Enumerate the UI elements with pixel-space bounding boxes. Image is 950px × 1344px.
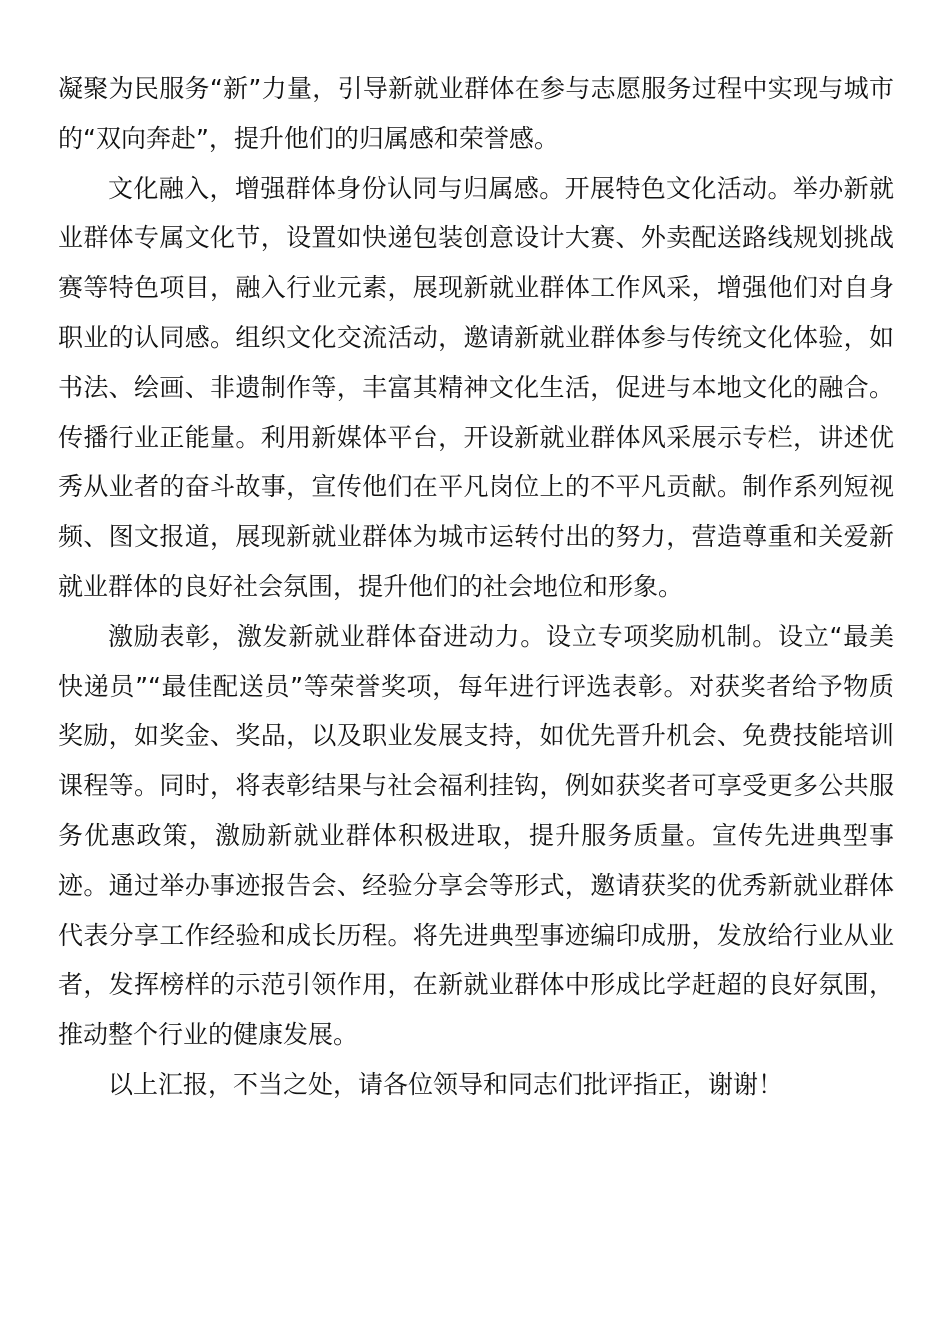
paragraph-continuation: 凝聚为民服务“新”力量，引导新就业群体在参与志愿服务过程中实现与城市的“双向奔赴”，提升他们的归属感和荣誉感。 xyxy=(58,74,894,153)
paragraph-closing-remarks: 以上汇报，不当之处，请各位领导和同志们批评指正，谢谢！ xyxy=(108,1069,784,1099)
paragraph-cultural-integration: 文化融入，增强群体身份认同与归属感。开展特色文化活动。举办新就业群体专属文化节，设置如快递包装创意设计大赛、外卖配送路线规划挑战赛等特色项目，融入行业元素，展现新就业群体工作风采，增强他们对自身职业的认同感。组织文化交流活动，邀请新就业群体参与传统文化体验，如书法、绘画、非遗制作等，丰富其精神文化生活，促进与本地文化的融合。传播行业正能量。利用新媒体平台，开设新就业群体风采展示专栏，讲述优秀从业者的奋斗故事，宣传他们在平凡岗位上的不平凡贡献。制作系列短视频、图文报道，展现新就业群体为城市运转付出的努力，营造尊重和关爱新就业群体的良好社会氛围，提升他们的社会地位和形象。 xyxy=(58,173,894,601)
document-page xyxy=(58,64,894,1110)
paragraph-incentive-commendation: 激励表彰，激发新就业群体奋进动力。设立专项奖励机制。设立“最美快递员”“最佳配送员”等荣誉奖项，每年进行评选表彰。对获奖者给予物质奖励，如奖金、奖品，以及职业发展支持，如优先晋升机会、免费技能培训课程等。同时，将表彰结果与社会福利挂钩，例如获奖者可享受更多公共服务优惠政策，激励新就业群体积极进取，提升服务质量。宣传先进典型事迹。通过举办事迹报告会、经验分享会等形式，邀请获奖的优秀新就业群体代表分享工作经验和成长历程。将先进典型事迹编印成册，发放给行业从业者，发挥榜样的示范引领作用，在新就业群体中形成比学赶超的良好氛围，推动整个行业的健康发展。 xyxy=(58,621,894,1050)
